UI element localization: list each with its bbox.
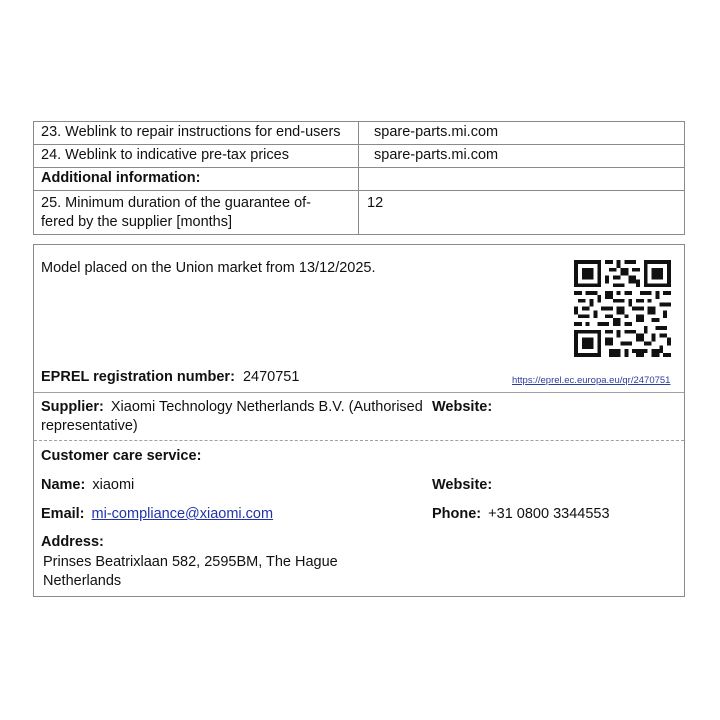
eprel-label: EPREL registration number: [41,369,235,385]
table-row [34,191,685,235]
customer-care-name [41,476,134,495]
table-row [34,168,685,191]
table-cell-value: spare-parts.mi.com [359,145,685,168]
address-label: Address: [41,534,104,550]
table-cell-label [34,191,359,235]
supplier-website-label: Website: [432,399,493,415]
customer-care-phone [432,505,610,524]
supplier-line-1 [41,398,423,417]
table-section-heading: Additional information: [34,168,359,191]
name-label: Name: [41,477,86,493]
supplier-name-cont: representative) [41,418,138,434]
phone-label: Phone: [432,506,482,522]
label-line: 25. Minimum duration of the guarantee of- [41,195,312,211]
model-placed-text: Model placed on the Union market from 13/12/2025. [41,260,376,276]
address-line-2: Netherlands [43,573,122,589]
customer-care-email [41,505,273,524]
qr-code-icon[interactable] [574,260,671,357]
supplier-name: Xiaomi Technology Netherlands B.V. (Authorised [110,399,423,415]
divider [34,392,684,393]
email-link[interactable]: mi-compliance@xiaomi.com [91,506,274,522]
table-row [34,145,685,168]
label-line: fered by the supplier [months] [41,214,233,230]
product-info-table [33,121,685,235]
eprel-registration [41,368,299,387]
email-label: Email: [41,506,85,522]
table-cell-label: 24. Weblink to indicative pre-tax prices [34,145,359,168]
table-cell-value: spare-parts.mi.com [359,122,685,145]
phone-value: +31 0800 3344553 [488,506,610,522]
name-value: xiaomi [92,477,135,493]
table-cell-value [359,168,685,191]
eprel-qr-link[interactable]: https://eprel.ec.europa.eu/qr/2470751 [512,375,671,386]
table-row [34,122,685,145]
customer-care-website-label: Website: [432,477,493,493]
supplier-label: Supplier: [41,399,104,415]
customer-care-heading: Customer care service: [41,448,202,464]
table-cell-label: 23. Weblink to repair instructions for end-users [34,122,359,145]
eprel-number: 2470751 [242,369,300,385]
supplier-info-box [33,244,685,597]
divider [34,440,684,441]
table-cell-value: 12 [359,191,685,235]
address-line-1: Prinses Beatrixlaan 582, 2595BM, The Hague [43,554,338,570]
